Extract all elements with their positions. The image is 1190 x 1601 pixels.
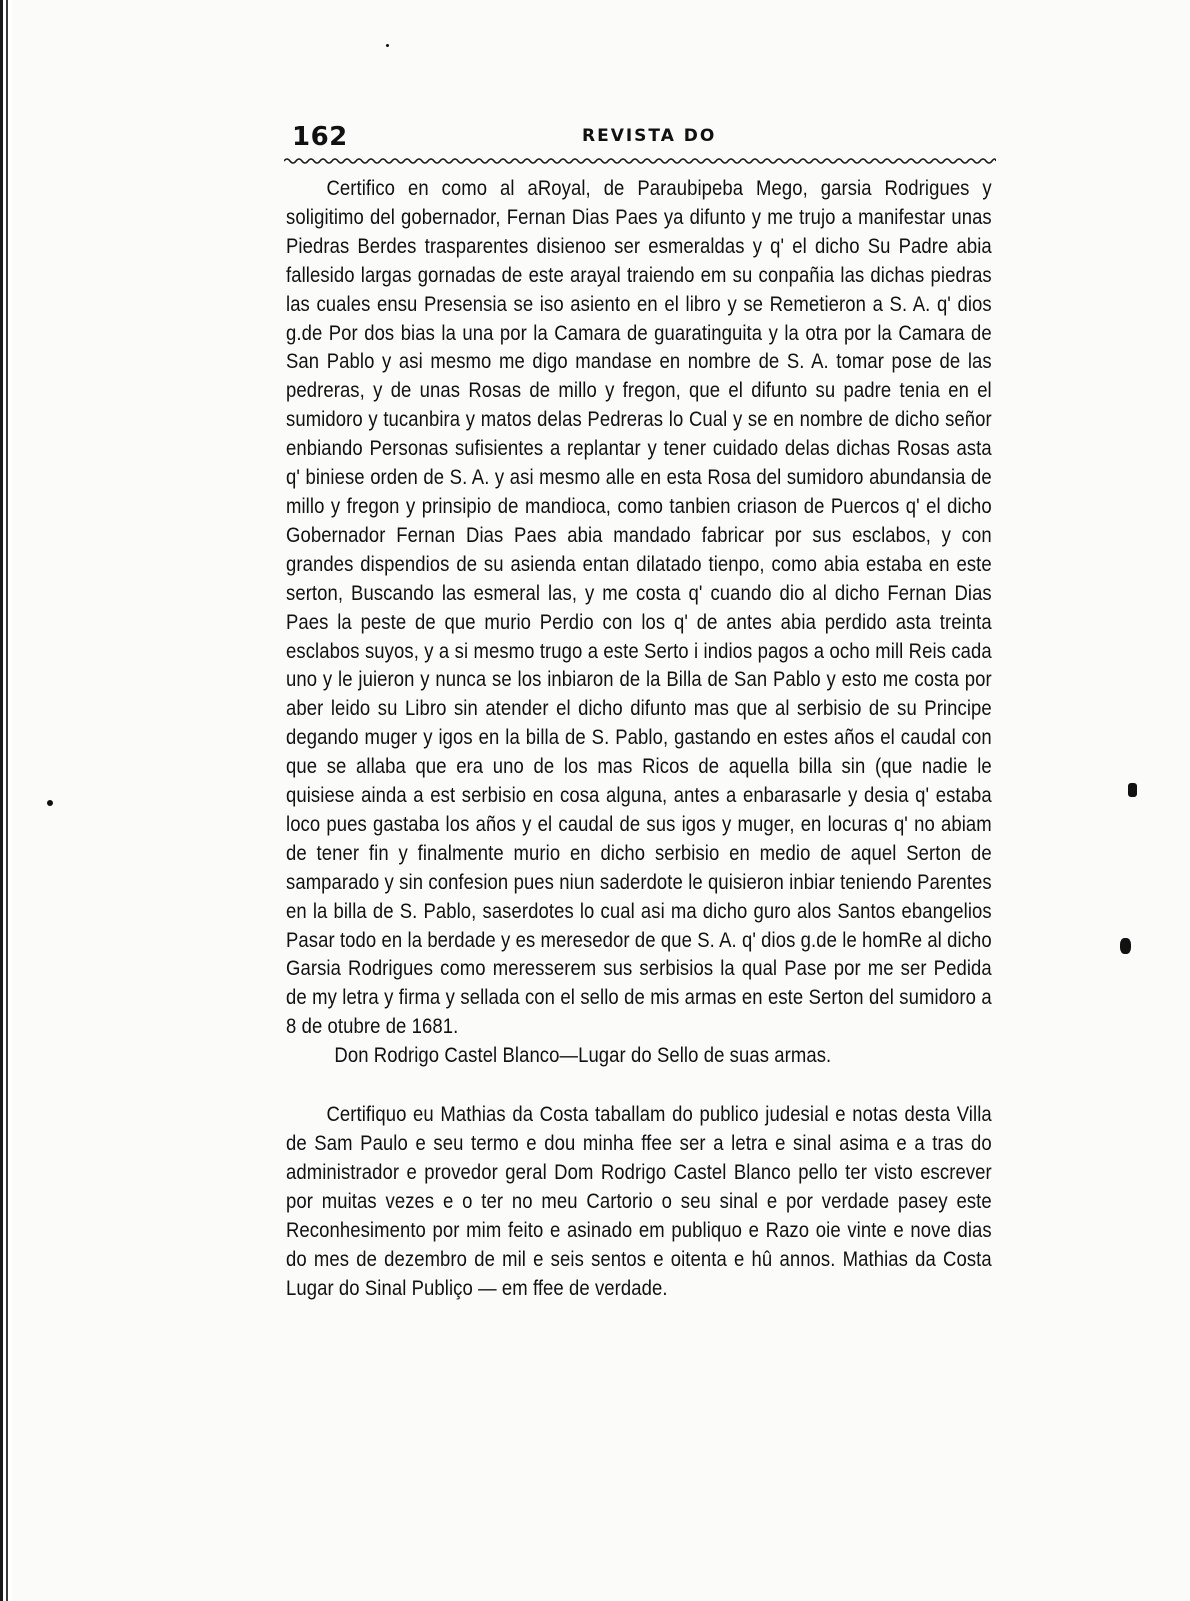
page-header bbox=[292, 120, 996, 160]
scan-speck bbox=[386, 44, 389, 47]
signature-line: Don Rodrigo Castel Blanco—Lugar do Sello de suas armas. bbox=[334, 1044, 832, 1068]
scan-speck bbox=[47, 800, 53, 806]
header-wavy-rule bbox=[284, 156, 996, 166]
page-number: 162 bbox=[292, 122, 348, 152]
scan-speck bbox=[1120, 938, 1131, 954]
notary-paragraph: Certifiquo eu Mathias da Costa taballam do publico judesial e notas desta Villa de Sam Paulo e seu termo e dou minha ffee ser a letra e sinal asima e a tras do administrador e provedor geral Dom Rodrigo Castel Blanco pello ter visto escrever por muitas vezes e o ter no meu Cartorio o seu sinal e por verdade pasey este Reconhesimento por mim feito e asinado em publiquo e Razo oie vinte e nove dias do mes de dezembro de mil e seis sentos e oitenta e hû annos. Mathias da Costa Lugar do Sinal Publiço — em ffee de verdade. bbox=[286, 1103, 992, 1300]
certificate-paragraph: Certifico en como al aRoyal, de Paraubipeba Mego, garsia Rodrigues y soligitimo del gobernador, Fernan Dias Paes ya difunto y me trujo a manifestar unas Piedras Berdes trasparentes disienoo ser esmeraldas y q' el dicho Su Padre abia fallesido largas gornadas de este arayal traiendo em su conpañia las dichas piedras las cuales ensu Presensia se iso asiento en el libro y se Remetieron a S. A. q' dios g.de Por dos bias la una por la Camara de guaratinguita y la otra por la Camara de San Pablo y asi mesmo me digo mandase en nombre de S. A. tomar pose de las pedreras, y de unas Rosas de millo y fregon, que el difunto su padre tenia en el sumidoro y tucanbira y matos delas Pedreras lo Cual y se en nombre de dicho señor enbiando Personas sufisientes a replantar y tener cuidado delas dichas Rosas asta q' biniese orden de S. A. y asi mesmo alle en esta Rosa del sumidoro abundansia de millo y fregon y prinsipio de mandioca, como tanbien criason de Puercos q' el dicho Gobernador Fernan Dias Paes abia mandado fabricar por sus esclabos, y con grandes dispendios de su asienda entan dilatado tienpo, como abia estaba en este serton, Buscando las esmeral las, y me costa q' cuando dio al dicho Fernan Dias Paes la peste de que murio Perdio con los q' de antes abia perdido asta treinta esclabos suyos, y a si mesmo trugo a este Serto i indios pagos a ocho mill Reis cada uno y le juieron y nunca se los inbiaron de la Billa de San Pablo y esto me costa por aber leido su Libro sin atender el dicho difunto mas que al serbisio de su Principe degando muger y igos en la billa de S. Pablo, gastando en estes años el caudal con que se allaba que era uno de los mas Ricos de aquella billa sin (que nadie le quisiese ainda a est serbisio en cosa alguna, antes a enbarasarle y desia q' estaba loco pues gastaba los años y el caudal de sus igos y muger, en locuras q' no abiam de tener fin y finalmente murio en dicho serbisio en medio de aquel Serton de samparado y sin confesion pues niun saderdote le quisieron inbiar teniendo Parentes en la billa de S. Pablo, saserdotes lo cual asi ma dicho guro alos Santos ebangelios Pasar todo en la berdade y es meresedor de que S. A. q' dios g.de le homRe al dicho Garsia Rodrigues como meresserem sus serbisios la qual Pase por me ser Pedida de my letra y firma y sellada con el sello de mis armas en este Serton del sumidoro a 8 de otubre de 1681. bbox=[286, 177, 992, 1039]
document-body bbox=[286, 175, 992, 1303]
scan-binding-edge bbox=[0, 0, 12, 1601]
scan-speck bbox=[1128, 783, 1137, 797]
running-head: REVISTA DO bbox=[582, 126, 717, 146]
